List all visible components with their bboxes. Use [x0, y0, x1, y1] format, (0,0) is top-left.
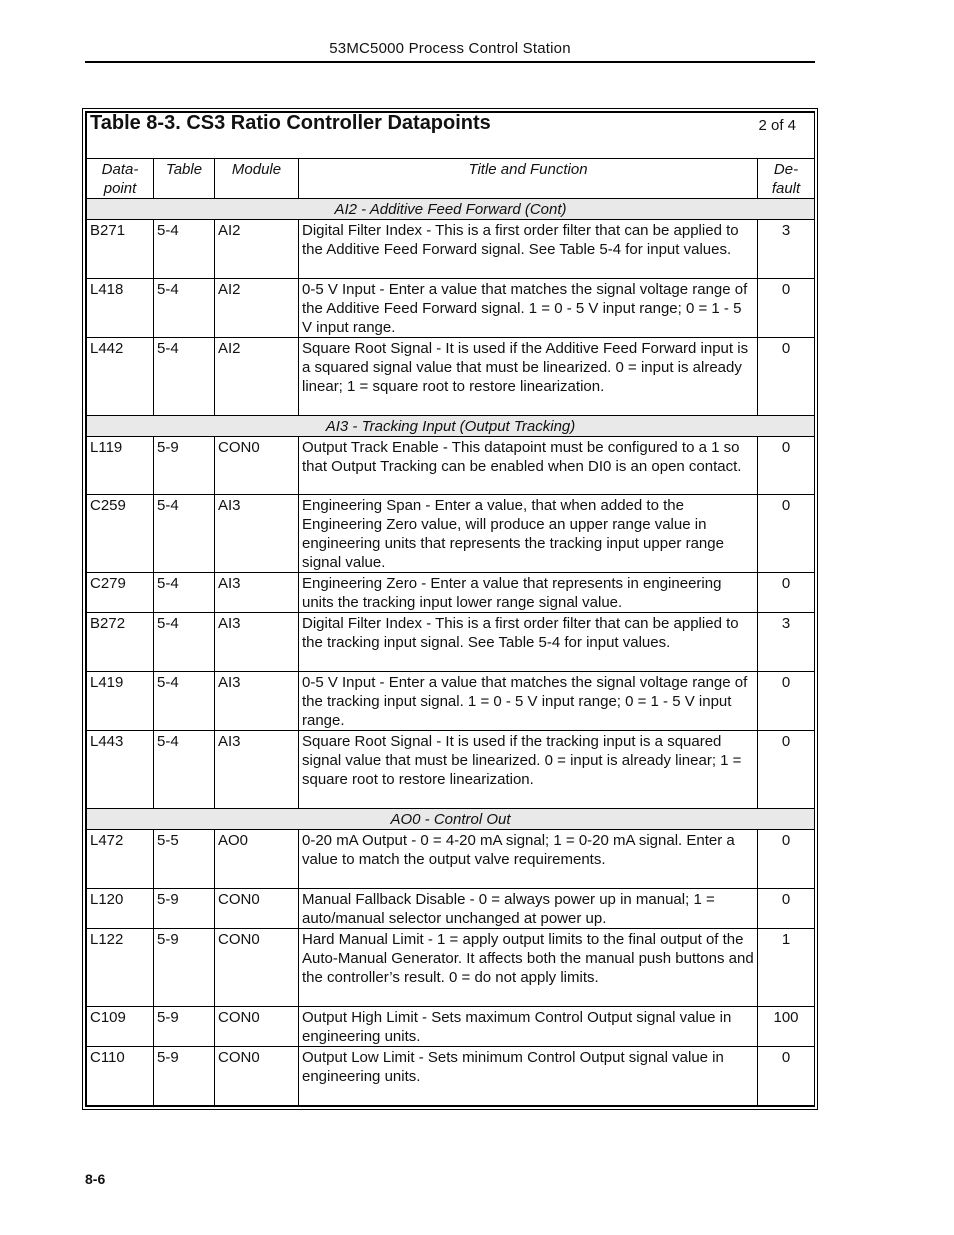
cell-module: AI3	[215, 731, 299, 809]
cell-table: 5-4	[154, 279, 215, 338]
cell-function: Output Low Limit - Sets minimum Control Output signal value in engineering units.	[299, 1047, 758, 1106]
page-of-indicator: 2 of 4	[758, 117, 797, 134]
cell-table: 5-4	[154, 613, 215, 672]
col-header-default-line1: De-	[773, 161, 799, 178]
cell-datapoint: L120	[87, 889, 154, 929]
table-title: Table 8-3. CS3 Ratio Controller Datapoints	[90, 112, 491, 134]
cell-module: AO0	[215, 830, 299, 889]
cell-table: 5-4	[154, 731, 215, 809]
cell-default: 0	[758, 830, 815, 889]
table-row	[87, 1007, 815, 1047]
cell-datapoint: L442	[87, 338, 154, 416]
cell-function: Digital Filter Index - This is a first order filter that can be applied to the Additive Feed Forward signal. See Table 5-4 for input values.	[299, 220, 758, 279]
cell-datapoint: C279	[87, 573, 154, 613]
header-rule	[85, 61, 815, 63]
cell-default: 3	[758, 220, 815, 279]
cell-function: 0-5 V Input - Enter a value that matches the signal voltage range of the Additive Feed Forward signal. 1 = 0 - 5 V input range; 0 = 1 - 5 V input range.	[299, 279, 758, 338]
cell-datapoint: C109	[87, 1007, 154, 1047]
cell-module: CON0	[215, 889, 299, 929]
col-header-function: Title and Function	[299, 159, 758, 199]
cell-table: 5-9	[154, 889, 215, 929]
cell-module: AI2	[215, 279, 299, 338]
col-header-datapoint	[87, 159, 154, 199]
section-title: AI3 - Tracking Input (Output Tracking)	[87, 416, 815, 437]
cell-default: 100	[758, 1007, 815, 1047]
column-header-row	[87, 159, 815, 199]
cell-default: 0	[758, 731, 815, 809]
page-number: 8-6	[85, 1171, 106, 1187]
cell-module: AI3	[215, 573, 299, 613]
col-header-default	[758, 159, 815, 199]
cell-default: 0	[758, 338, 815, 416]
cell-module: CON0	[215, 1047, 299, 1106]
cell-table: 5-9	[154, 929, 215, 1007]
cell-table: 5-9	[154, 1007, 215, 1047]
cell-default: 0	[758, 889, 815, 929]
cell-module: CON0	[215, 437, 299, 495]
cell-function: Square Root Signal - It is used if the Additive Feed Forward input is a squared signal value that must be linearized. 0 = input is already linear; 1 = square root to restore linearization.	[299, 338, 758, 416]
cell-default: 0	[758, 279, 815, 338]
table-row	[87, 1047, 815, 1106]
cell-table: 5-4	[154, 338, 215, 416]
cell-datapoint: L418	[87, 279, 154, 338]
section-header-row	[87, 809, 815, 830]
table-row	[87, 731, 815, 809]
cell-function: Manual Fallback Disable - 0 = always power up in manual; 1 = auto/manual selector unchanged at power up.	[299, 889, 758, 929]
col-header-datapoint-line2: point	[103, 180, 137, 197]
table-row	[87, 338, 815, 416]
cell-module: AI2	[215, 338, 299, 416]
section-header-row	[87, 199, 815, 220]
cell-default: 0	[758, 573, 815, 613]
cell-table: 5-5	[154, 830, 215, 889]
table-row	[87, 929, 815, 1007]
cell-function: 0-5 V Input - Enter a value that matches the signal voltage range of the tracking input signal. 1 = 0 - 5 V input range; 0 = 1 - 5 V input range.	[299, 672, 758, 731]
cell-function: Engineering Zero - Enter a value that represents in engineering units the tracking input lower range signal value.	[299, 573, 758, 613]
col-header-table: Table	[154, 159, 215, 199]
cell-table: 5-4	[154, 573, 215, 613]
table-row	[87, 573, 815, 613]
section-title: AI2 - Additive Feed Forward (Cont)	[87, 199, 815, 220]
col-header-datapoint-line1: Data-	[101, 161, 139, 178]
cell-table: 5-4	[154, 220, 215, 279]
cell-datapoint: B272	[87, 613, 154, 672]
cell-default: 0	[758, 1047, 815, 1106]
table-row	[87, 220, 815, 279]
cell-datapoint: L472	[87, 830, 154, 889]
table-title-row	[87, 113, 815, 159]
col-header-default-line2: fault	[771, 180, 801, 197]
cell-default: 0	[758, 495, 815, 573]
datapoints-table	[86, 112, 815, 1106]
cell-default: 3	[758, 613, 815, 672]
section-title: AO0 - Control Out	[87, 809, 815, 830]
cell-module: AI2	[215, 220, 299, 279]
cell-datapoint: C110	[87, 1047, 154, 1106]
cell-default: 1	[758, 929, 815, 1007]
cell-table: 5-9	[154, 1047, 215, 1106]
cell-datapoint: L443	[87, 731, 154, 809]
running-header: 53MC5000 Process Control Station	[329, 40, 571, 57]
datapoints-table-frame	[85, 111, 815, 1107]
cell-function: Digital Filter Index - This is a first order filter that can be applied to the tracking input signal. See Table 5-4 for input values.	[299, 613, 758, 672]
cell-module: AI3	[215, 672, 299, 731]
table-row	[87, 889, 815, 929]
table-row	[87, 830, 815, 889]
cell-function: Hard Manual Limit - 1 = apply output limits to the final output of the Auto-Manual Generator. It affects both the manual push buttons and the controller’s result. 0 = do not apply limits.	[299, 929, 758, 1007]
cell-default: 0	[758, 437, 815, 495]
cell-datapoint: L122	[87, 929, 154, 1007]
cell-function: Output High Limit - Sets maximum Control Output signal value in engineering units.	[299, 1007, 758, 1047]
cell-datapoint: B271	[87, 220, 154, 279]
table-row	[87, 672, 815, 731]
table-row	[87, 613, 815, 672]
cell-module: CON0	[215, 929, 299, 1007]
cell-table: 5-4	[154, 495, 215, 573]
cell-module: CON0	[215, 1007, 299, 1047]
cell-datapoint: C259	[87, 495, 154, 573]
table-row	[87, 495, 815, 573]
cell-table: 5-4	[154, 672, 215, 731]
section-header-row	[87, 416, 815, 437]
cell-function: Square Root Signal - It is used if the tracking input is a squared signal value that must be linearized. 0 = input is already linear; 1 = square root to restore linearization.	[299, 731, 758, 809]
cell-function: Output Track Enable - This datapoint must be configured to a 1 so that Output Tracking can be enabled when DI0 is an open contact.	[299, 437, 758, 495]
cell-table: 5-9	[154, 437, 215, 495]
cell-function: 0-20 mA Output - 0 = 4-20 mA signal; 1 = 0-20 mA signal. Enter a value to match the output valve requirements.	[299, 830, 758, 889]
cell-default: 0	[758, 672, 815, 731]
table-row	[87, 279, 815, 338]
table-row	[87, 437, 815, 495]
cell-datapoint: L119	[87, 437, 154, 495]
table-title-cell	[87, 113, 815, 159]
cell-module: AI3	[215, 613, 299, 672]
cell-function: Engineering Span - Enter a value, that when added to the Engineering Zero value, will produce an upper range value in engineering units that represents the tracking input upper range signal value.	[299, 495, 758, 573]
col-header-module: Module	[215, 159, 299, 199]
cell-module: AI3	[215, 495, 299, 573]
cell-datapoint: L419	[87, 672, 154, 731]
